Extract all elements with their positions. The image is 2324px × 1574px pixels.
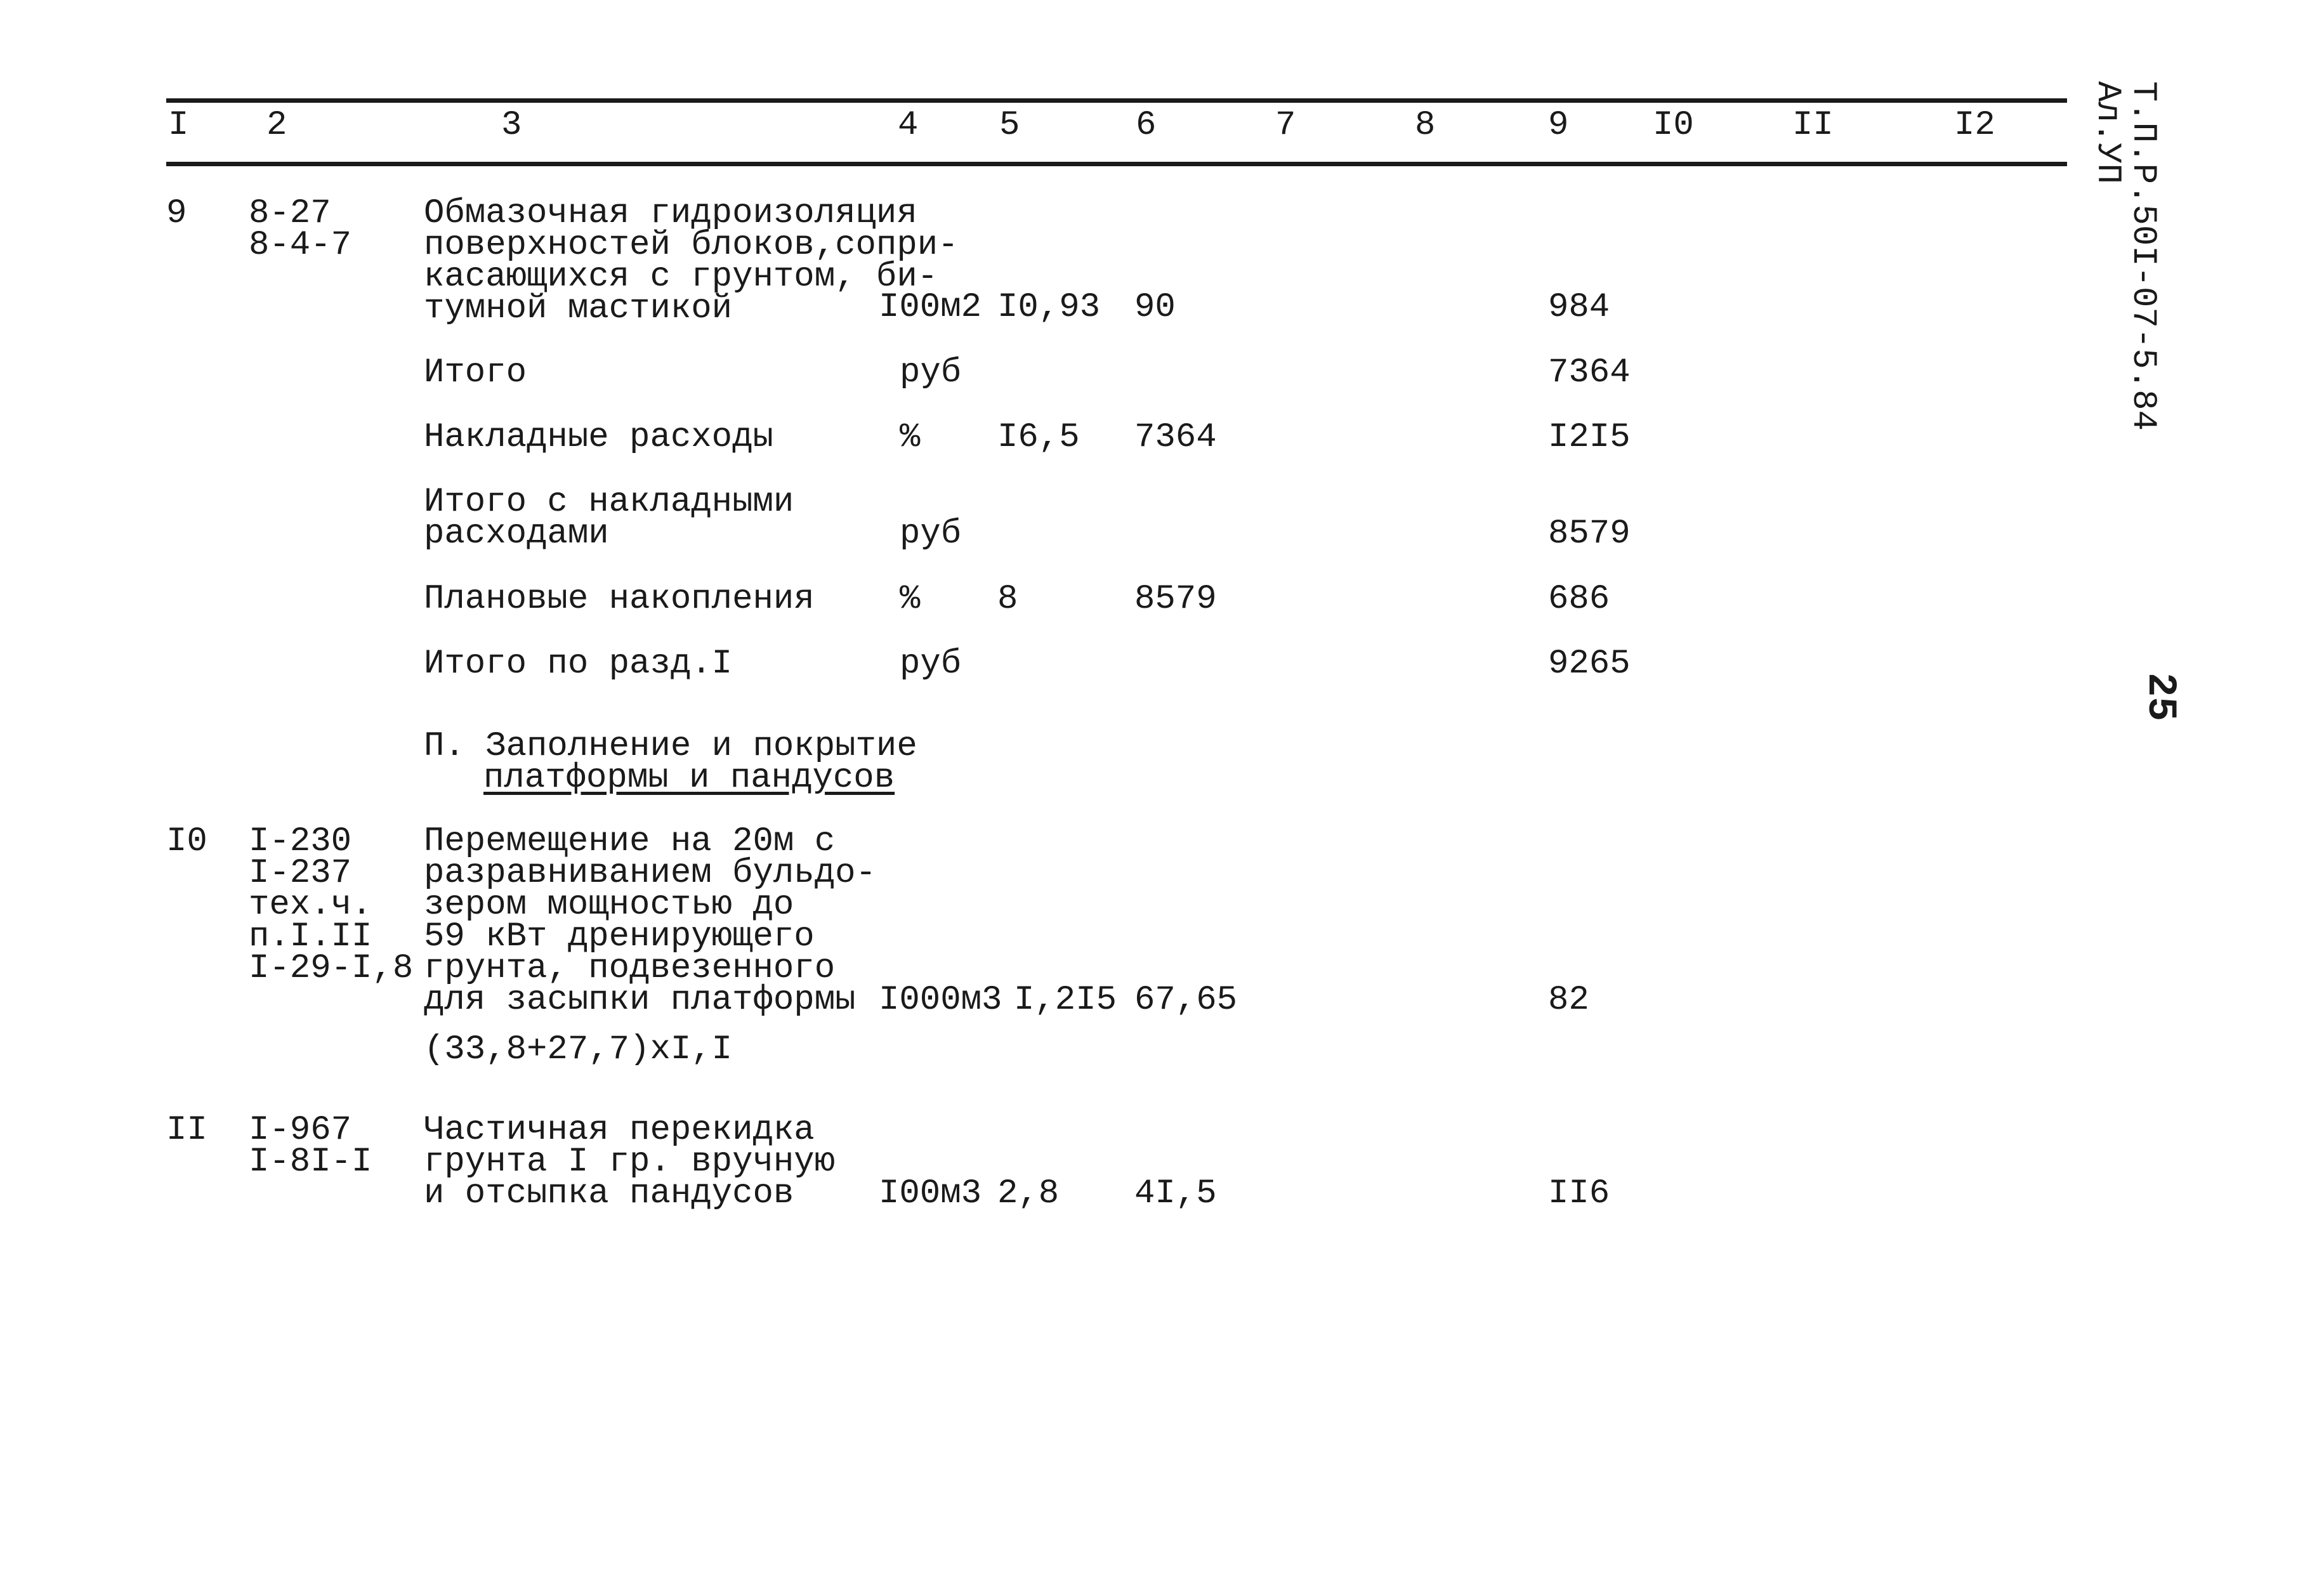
unit-price: 67,65: [1134, 981, 1238, 1020]
header-top-rule: [166, 98, 2067, 103]
col-header-6: 6: [1136, 106, 1157, 145]
unit: руб: [900, 645, 962, 683]
total-cost: 82: [1548, 981, 1589, 1020]
unit: %: [900, 418, 921, 457]
col-header-8: 8: [1415, 106, 1436, 145]
total-cost: 984: [1548, 288, 1610, 327]
col-header-10: I0: [1653, 106, 1694, 145]
work-description: Плановые накопления: [424, 580, 815, 619]
col-header-1: I: [168, 106, 189, 145]
col-header-5: 5: [999, 106, 1020, 145]
document-code: [2089, 81, 2160, 431]
work-description: Накладные расходы: [424, 418, 773, 457]
total-cost: 9265: [1548, 645, 1631, 683]
work-description: Итого с накладными расходами: [424, 483, 794, 553]
col-header-4: 4: [898, 106, 919, 145]
col-header-11: II: [1792, 106, 1834, 145]
section-number: П. Заполнение и покрытие: [424, 727, 917, 766]
col-header-2: 2: [266, 106, 287, 145]
row-number: 9: [166, 194, 187, 233]
quantity: I,2I5: [1014, 981, 1117, 1020]
unit: руб: [900, 353, 962, 392]
col-header-9: 9: [1548, 106, 1569, 145]
unit: I00м3: [879, 1174, 982, 1213]
unit-price: 90: [1134, 288, 1176, 327]
total-cost: 7364: [1548, 353, 1631, 392]
header-bottom-rule: [166, 162, 2067, 166]
work-description: Перемещение на 20м с разравниванием бульдо- зером мощностью до 59 кВт дренирующего грунта, подвезенного для засыпки платформы: [424, 822, 876, 1020]
unit-price: 4I,5: [1134, 1174, 1217, 1213]
quantity: I6,5: [997, 418, 1080, 457]
row-number: II: [166, 1111, 207, 1150]
quantity: I0,93: [997, 288, 1101, 327]
quantity: 2,8: [997, 1174, 1060, 1213]
norm-code: 8-27 8-4-7: [249, 194, 352, 265]
total-cost: I2I5: [1548, 418, 1631, 457]
total-cost: II6: [1548, 1174, 1610, 1213]
total-cost: 8579: [1548, 515, 1631, 553]
section-title: платформы и пандусов: [483, 759, 895, 797]
work-description: Итого: [424, 353, 527, 392]
norm-code: I-967 I-8I-I: [249, 1111, 372, 1181]
quantity: 8: [997, 580, 1018, 619]
page-number: 25: [2137, 672, 2183, 721]
work-description: Итого по разд.I: [424, 645, 733, 683]
document-code-line-1: Т.П.Р.50I-07-5.84: [2124, 81, 2162, 431]
col-header-3: 3: [501, 106, 522, 145]
unit: I00м2: [879, 288, 982, 327]
norm-code: I-230 I-237 тех.ч. п.I.II I-29-I,8: [249, 822, 414, 988]
unit: руб: [900, 515, 962, 553]
document-code-line-2: Ал.УП: [2088, 81, 2127, 185]
unit-price: 8579: [1134, 580, 1217, 619]
quantity-formula: (33,8+27,7)xI,I: [424, 1030, 733, 1069]
unit: I000м3: [879, 981, 1002, 1020]
unit: %: [900, 580, 921, 619]
total-cost: 686: [1548, 580, 1610, 619]
col-header-12: I2: [1954, 106, 1995, 145]
unit-price: 7364: [1134, 418, 1217, 457]
col-header-7: 7: [1275, 106, 1296, 145]
work-description: Обмазочная гидроизоляция поверхностей блоков,сопри- касающихся с грунтом, би- тумной мастикой: [424, 194, 959, 328]
work-description: Частичная перекидка грунта I гр. вручную и отсыпка пандусов: [424, 1111, 836, 1213]
row-number: I0: [166, 822, 207, 861]
